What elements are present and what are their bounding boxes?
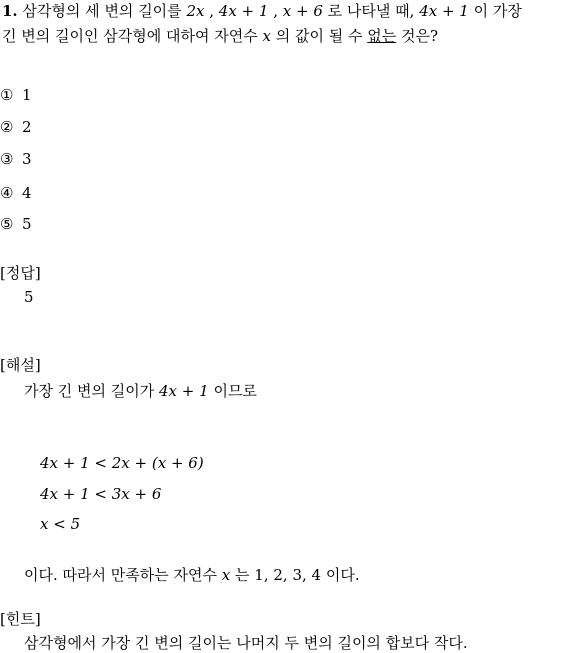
hint-label: [힌트] xyxy=(0,610,41,628)
choice-value: 1 xyxy=(22,86,32,104)
choice-mark: ③ xyxy=(0,150,14,168)
variable-x: x xyxy=(221,566,231,584)
choice-value: 5 xyxy=(22,215,32,233)
variable-x: x xyxy=(262,27,271,45)
question-text: 로 나타낼 때, xyxy=(327,2,415,20)
choice-mark: ⑤ xyxy=(0,215,14,233)
choice-mark: ④ xyxy=(0,184,14,202)
hint-text: 삼각형에서 가장 긴 변의 길이는 나머지 두 변의 길이의 합보다 작다. xyxy=(24,634,468,652)
choice-value: 2 xyxy=(22,118,32,136)
side-c: x + 6 xyxy=(282,2,323,20)
explanation-text: 이다. xyxy=(325,566,360,584)
inequality-1: 4x + 1 < 2x + (x + 6) xyxy=(40,454,204,472)
choice-1[interactable] xyxy=(0,86,32,104)
choice-mark: ① xyxy=(0,86,14,104)
question-line-2 xyxy=(2,25,438,46)
question-text: 삼각형의 세 변의 길이를 xyxy=(22,2,182,20)
explanation-text: 이므로 xyxy=(213,382,257,400)
answer-value: 5 xyxy=(24,288,34,306)
question-text: 이 가장 xyxy=(473,2,522,20)
longest-side-expr: 4x + 1 xyxy=(159,382,209,400)
side-b: 4x + 1 xyxy=(218,2,269,20)
explanation-text: 는 xyxy=(235,566,250,584)
choice-value: 4 xyxy=(22,184,32,202)
choice-value: 3 xyxy=(22,150,32,168)
choice-5[interactable] xyxy=(0,215,32,233)
answer-label: [정답] xyxy=(0,264,41,282)
inequality-2: 4x + 1 < 3x + 6 xyxy=(40,485,162,503)
choice-mark: ② xyxy=(0,118,14,136)
question-line-1: 1. 삼각형의 세 변의 길이를 2x , 4x + 1 , x + 6 로 나타낼 때, 4x + 1 이 가장 xyxy=(2,2,522,20)
explanation-conclusion xyxy=(24,564,360,585)
question-text: 의 값이 될 수 xyxy=(275,27,363,45)
explanation-text: 가장 긴 변의 길이가 xyxy=(24,382,155,400)
inequality-3: x < 5 xyxy=(40,515,81,533)
question-text: 긴 변의 길이인 삼각형에 대하여 자연수 xyxy=(2,27,258,45)
longest-side: 4x + 1 xyxy=(419,2,469,20)
question-text: 것은? xyxy=(401,27,439,45)
question-number: 1. xyxy=(2,2,18,20)
explanation-text: 이다. 따라서 만족하는 자연수 xyxy=(24,566,217,584)
side-a: 2x xyxy=(186,2,205,20)
emphasis-word: 없는 xyxy=(367,27,397,45)
choice-3[interactable] xyxy=(0,150,32,168)
explanation-label: [해설] xyxy=(0,356,41,374)
solution-values: 1, 2, 3, 4 xyxy=(254,566,322,584)
explanation-intro xyxy=(24,380,257,401)
choice-2[interactable] xyxy=(0,118,32,136)
choice-4[interactable] xyxy=(0,184,32,202)
